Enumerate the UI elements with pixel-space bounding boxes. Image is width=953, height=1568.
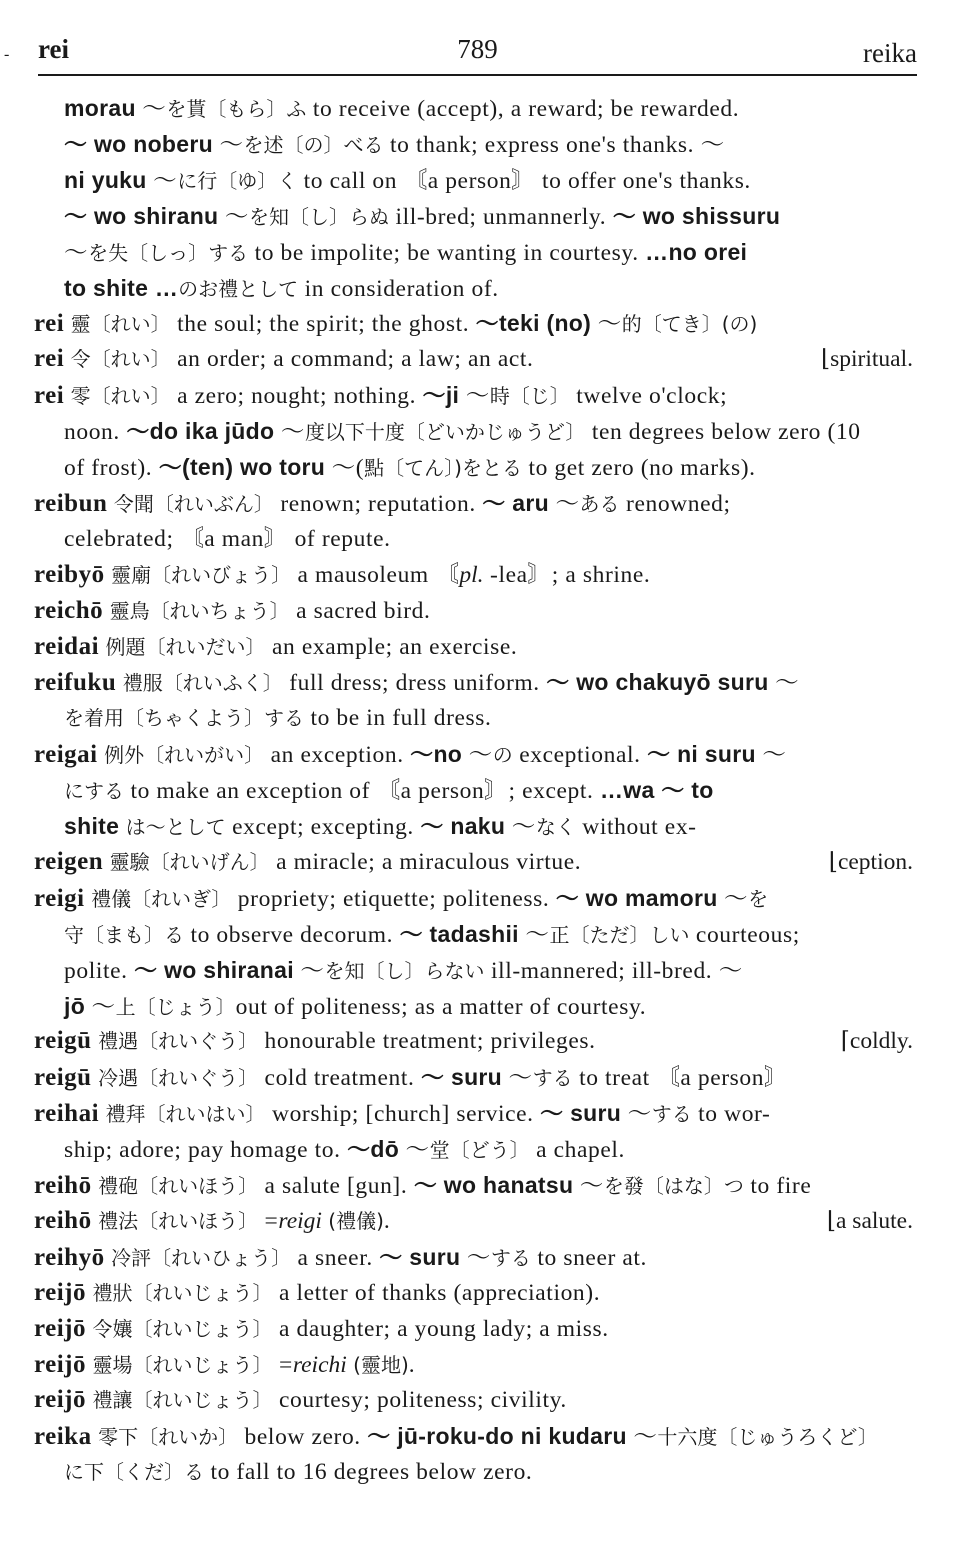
headword: reigai [34,741,98,769]
gloss-text: to observe decorum. [184,921,400,948]
entry-line [0,1382,953,1418]
gloss-text: to wor- [691,1101,771,1128]
romaji-phrase: ～ wo shissuru [612,202,781,229]
japanese-text: 例外〔れいがい〕 [104,743,265,768]
japanese-text: を知〔し〕らぬ [248,204,389,229]
japanese-text: ある [579,491,620,516]
gloss-text: twelve o'clock; [569,383,728,410]
entry-line [0,1311,953,1347]
gloss-text: ～ [460,1244,491,1271]
headword: reigū [34,1064,92,1092]
gloss-text: a zero; nought; nothing. [170,383,423,410]
romaji-phrase: ～ ni suru [647,741,756,768]
entry-line [0,1454,953,1490]
headword: reijō [34,1386,87,1414]
romaji-phrase: ～ wo hanatsu [413,1172,574,1198]
gloss-text: polite. [64,957,135,984]
gloss-text: worship; [church] service. [265,1101,541,1128]
gloss-text: to get zero (no marks). [521,455,756,481]
headword: reihyō [34,1243,105,1271]
entry-line [0,1059,953,1095]
gloss-text: a salute [gun]. [258,1173,414,1199]
overflow-continuation: ⌊ception. [828,848,913,875]
gloss-text: a letter of thanks (appreciation). [272,1279,601,1306]
japanese-text: を失〔しっ〕する [88,240,249,265]
gloss-text: ～ [462,742,493,769]
entry-line [0,270,953,306]
romaji-phrase: ～ wo chakuyō suru [546,669,769,696]
entry-line [0,736,953,772]
japanese-text: 靈場〔れいじょう〕 [92,1352,273,1377]
romaji-phrase: to shite … [64,274,179,301]
japanese-text: なく [535,815,576,839]
romaji-phrase: ni yuku [64,166,147,193]
japanese-text: を着用〔ちゃくよう〕する [64,706,304,731]
gloss-text: ～ [64,239,89,266]
japanese-text: 禮法〔れいほう〕 [98,1208,259,1233]
gloss-text: ～ [218,203,249,230]
entry-line [0,341,953,377]
romaji-phrase: ～ wo shiranai [134,956,294,983]
gloss-text: ～ [573,1173,604,1199]
headword: reifuku [34,669,117,697]
gloss-text: . [408,1351,416,1378]
japanese-text: (靈地) [346,1352,409,1377]
gloss-text: a sneer. [291,1244,380,1271]
gloss-text: a miracle; a miraculous virtue. [269,848,582,875]
japanese-text: 點〔てん〕)をとる [364,456,522,480]
gloss-text: -lea〙; a shrine. [483,561,651,588]
entry-line [0,700,953,736]
gloss-text: ～ [459,383,490,410]
romaji-phrase: ～ tadashii [399,920,519,947]
japanese-text: 靈驗〔れいげん〕 [109,849,270,874]
romaji-phrase: ～ jū-roku-do ni kudaru [367,1423,627,1450]
japanese-text: を發〔はな〕つ [603,1174,744,1198]
entry-line [0,90,953,126]
romaji-phrase: ～ wo noberu [64,130,213,157]
gloss-text: to fall to 16 degrees below zero. [204,1459,533,1486]
gloss-text: ～ [548,490,580,517]
gloss-text: full dress; dress uniform. [282,670,547,697]
header-first-word: rei [38,34,69,64]
japanese-text: を知〔し〕らない [324,958,485,983]
gloss-text: ～ [717,885,749,912]
japanese-text: 冷遇〔れいぐう〕 [98,1066,259,1091]
headword: reijō [34,1314,87,1342]
japanese-text: 禮遇〔れいぐう〕 [98,1029,259,1054]
gloss-text: ～ [502,1065,533,1092]
romaji-phrase: shite [64,813,120,839]
gloss-text: to treat 〘a person〙 [572,1065,789,1092]
entry-line [0,880,953,916]
gloss-text: without ex- [575,814,697,840]
gloss-text: ～ [768,670,800,697]
gloss-text: exceptional. [512,742,648,769]
page-header [38,30,917,74]
gloss-text: ～ [626,1424,658,1451]
gloss-text: ～ [293,957,325,984]
headword: reibun [34,489,108,517]
entry-line [0,198,953,234]
entry-line [0,988,953,1024]
gloss-text: a sacred bird. [289,597,431,624]
romaji-phrase: ～dō [347,1136,400,1163]
headword: reigū [34,1027,92,1055]
romaji-phrase: …no orei [645,238,748,265]
japanese-text: 例題〔れいだい〕 [105,634,266,659]
romaji-phrase: ～no [410,741,463,768]
entry-line [0,377,953,413]
gloss-text: honourable treatment; privileges. [258,1028,596,1055]
overflow-continuation: ⌊a salute. [826,1207,913,1234]
entry-line [0,557,953,593]
gloss-text: the soul; the spirit; the ghost. [170,311,476,338]
entry-line [0,234,953,270]
romaji-phrase: ～ suru [379,1243,461,1270]
headword: reihai [34,1100,100,1128]
japanese-text: 守〔まも〕る [64,922,184,947]
japanese-text: (禮儀) [321,1208,384,1233]
gloss-text: an exception. [264,742,411,769]
gloss-text: ～ [755,742,787,769]
header-rule [38,74,917,76]
gloss-text: ～ [135,96,167,122]
entry-line [0,629,953,665]
page-number: 789 [457,34,498,64]
headword: reichō [34,596,104,624]
entry-line [0,126,953,162]
headword: rei [34,345,65,373]
japanese-text: 零下〔れいか〕 [98,1425,239,1450]
headword: reibyō [34,560,105,588]
japanese-text: 堂〔どう〕 [429,1138,530,1163]
japanese-text: のお禮として [178,276,299,301]
gloss-text: ～ [212,131,244,158]
gloss-text: below zero. [238,1424,368,1451]
margin-mark: - [4,46,10,63]
gloss-text: in consideration of. [298,275,499,302]
japanese-text: する [532,1066,573,1091]
japanese-text: 禮狀〔れいじょう〕 [92,1280,273,1305]
gloss-text: ill-mannered; ill-bred. ～ [484,957,743,984]
gloss-text: courtesy; politeness; civility. [272,1387,567,1414]
entry-line [0,844,953,880]
gloss-text: ～ [399,1137,430,1164]
japanese-text: する [651,1102,692,1127]
romaji-phrase: ～teki (no) [475,310,592,337]
japanese-text: の [492,743,513,768]
overflow-continuation: ⌊spiritual. [820,346,913,373]
entry-line [0,413,953,449]
gloss-text: to fire [743,1173,812,1199]
japanese-text: 靈鳥〔れいちょう〕 [109,598,290,623]
italic-text: pl. [459,561,484,588]
japanese-text: 十六度〔じゅうろくど〕 [657,1425,878,1450]
gloss-text: to be in full dress. [304,705,492,732]
entry-line [0,952,953,988]
headword: reihō [34,1172,92,1199]
gloss-text: to be impolite; be wanting in courtesy. [248,239,646,266]
italic-text: reichi [292,1351,347,1378]
gloss-text: to sneer at. [530,1244,648,1271]
japanese-text: 禮儀〔れいぎ〕 [91,886,232,911]
overflow-continuation: ⌈coldly. [840,1028,913,1055]
gloss-text: cold treatment. [258,1065,421,1092]
entry-line [0,1275,953,1311]
gloss-text: to thank; express one's thanks. ～ [383,131,725,158]
gloss-text: ～ [591,311,622,338]
entry-line [0,1023,953,1059]
japanese-text: 度以下十度〔どいかじゅうど〕 [304,420,586,445]
header-last-word: reika [863,38,917,68]
gloss-text: ill-bred; unmannerly. [388,203,613,230]
japanese-text: 令孃〔れいじょう〕 [92,1316,273,1341]
japanese-text: 靈廟〔れいびょう〕 [111,562,292,587]
gloss-text: = [272,1351,293,1378]
romaji-phrase: ～ wo mamoru [555,884,718,911]
entry-line [0,808,953,844]
entry-line [0,1239,953,1275]
gloss-text: ～ [518,921,550,948]
headword: rei [34,382,65,410]
gloss-text: renown; reputation. [273,490,483,517]
romaji-phrase: ～ suru [420,1064,503,1091]
headword: reihō [34,1206,92,1234]
entry-line [0,593,953,629]
romaji-phrase: ～ji [422,382,460,409]
gloss-text: to call on 〘a person〙 to offer one's thanks. [297,167,751,194]
gloss-text: = [258,1207,279,1234]
gloss-text: ～( [325,455,365,481]
romaji-phrase: ～ wo shiranu [64,202,219,229]
japanese-text: 禮讓〔れいじょう〕 [92,1388,273,1413]
japanese-text: 冷評〔れいひょう〕 [111,1245,292,1270]
japanese-text: する [490,1245,531,1270]
headword: rei [34,310,65,338]
headword: reijō [34,1350,87,1378]
japanese-text: にする [64,779,124,804]
gloss-text: ten degrees below zero (10 [585,419,861,446]
japanese-text: 禮砲〔れいほう〕 [98,1174,259,1198]
headword: reijō [34,1278,87,1306]
entry-line [0,162,953,198]
japanese-text: に下〔くだ〕る [64,1460,204,1485]
gloss-text: ～ [274,419,305,446]
romaji-phrase: ～do ika jūdo [126,418,275,445]
japanese-text: を貰〔もら〕ふ [166,97,307,121]
japanese-text: 零〔れい〕 [70,384,171,409]
gloss-text: ～ [505,814,536,840]
japanese-text: 令聞〔れいぶん〕 [113,491,274,516]
japanese-text: 的〔てき〕(の) [621,312,758,337]
headword: reidai [34,632,100,660]
japanese-text: 上〔じょう〕 [115,994,236,1019]
headword: reigi [34,884,85,912]
gloss-text: ～ [146,167,178,194]
japanese-text: に行〔ゆ〕く [177,168,298,193]
gloss-text: . [383,1207,391,1234]
romaji-phrase: …wa ～ to [599,777,714,804]
entry-line [0,1203,953,1239]
entry-line [0,772,953,808]
gloss-text: ～ [621,1101,652,1128]
entry-line [0,1418,953,1454]
romaji-phrase: ～(ten) wo toru [158,454,326,480]
gloss-text: courteous; [689,921,800,948]
gloss-text: except; excepting. [225,814,421,840]
gloss-text: a daughter; a young lady; a miss. [272,1315,609,1342]
romaji-phrase: ～ suru [540,1100,622,1127]
gloss-text: out of politeness; as a matter of courtesy. [235,993,647,1020]
gloss-text: noon. [64,419,127,446]
japanese-text: 靈〔れい〕 [70,312,171,337]
gloss-text: of frost). [64,455,159,481]
entry-line [0,1095,953,1131]
entry-line [0,1347,953,1383]
gloss-text: a chapel. [529,1137,626,1164]
japanese-text: を [748,886,769,911]
entry-line [0,485,953,521]
entry-line [0,305,953,341]
gloss-text: a mausoleum 〘 [291,561,460,588]
japanese-text: を述〔の〕べる [243,132,384,157]
italic-text: reigi [278,1207,322,1234]
entry-line [0,664,953,700]
japanese-text: は～として [125,815,226,839]
entry-line [0,449,953,485]
entry-line [0,1167,953,1203]
romaji-phrase: morau [64,95,136,121]
gloss-text: ship; adore; pay homage to. [64,1137,348,1164]
gloss-text: propriety; etiquette; politeness. [231,885,556,912]
japanese-text: 令〔れい〕 [70,347,171,372]
gloss-text: an example; an exercise. [265,633,518,660]
gloss-text: ～ [85,993,116,1020]
gloss-text: to receive (accept), a reward; be rewarded. [306,96,740,122]
headword: reika [34,1423,92,1451]
romaji-phrase: jō [64,992,86,1019]
japanese-text: 禮拜〔れいはい〕 [105,1102,266,1127]
romaji-phrase: ～ aru [482,489,549,516]
entry-line [0,1131,953,1167]
gloss-text: renowned; [619,490,731,517]
gloss-text: to make an exception of 〘a person〙; except. [124,778,600,805]
romaji-phrase: ～ naku [420,813,506,839]
headword: reigen [34,847,104,875]
japanese-text: 時〔じ〕 [489,384,570,409]
gloss-text: an order; a command; a law; an act. [170,346,534,373]
entry-line [0,916,953,952]
entry-line [0,521,953,557]
japanese-text: 正〔ただ〕しい [549,922,690,947]
japanese-text: 禮服〔れいふく〕 [122,671,283,696]
gloss-text: celebrated; 〘a man〙 of repute. [64,525,391,552]
